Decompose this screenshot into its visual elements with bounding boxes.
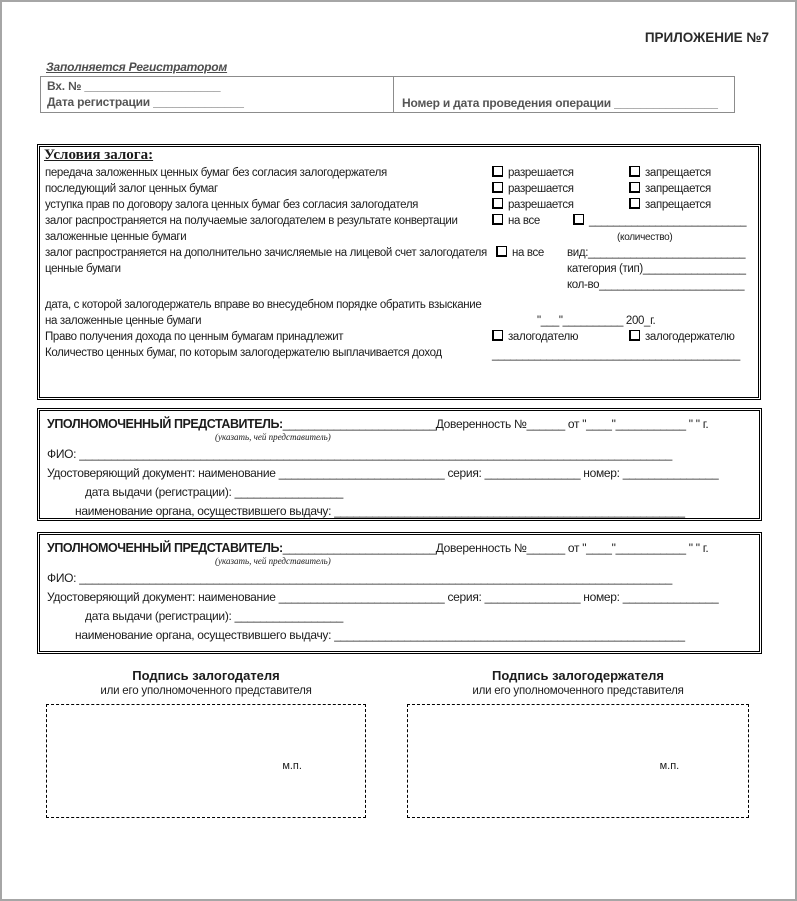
- representative-name-blank[interactable]: ________________________: [282, 417, 436, 431]
- pledgor-seal-label: м.п.: [282, 759, 302, 772]
- income-pledgee-checkbox[interactable]: [629, 330, 640, 341]
- operation-number-field[interactable]: Номер и дата проведения операции ________________: [402, 96, 718, 110]
- id-series-label: серия:: [447, 590, 482, 604]
- fio-label: ФИО:: [47, 571, 77, 585]
- income-pledgee-label: залогодержателю: [645, 331, 735, 343]
- representative-title: УПОЛНОМОЧЕННЫЙ ПРЕДСТАВИТЕЛЬ:: [47, 541, 283, 555]
- power-of-attorney-field[interactable]: Доверенность №______ от "____"___________ " " г.: [435, 417, 709, 431]
- condition-row-income: Право получения дохода по ценным бумагам принадлежит: [45, 331, 344, 343]
- id-number-field[interactable]: _______________: [622, 590, 719, 604]
- issue-date-label: дата выдачи (регистрации):: [85, 485, 232, 499]
- issuing-authority-label: наименование органа, осуществившего выдачу:: [75, 628, 332, 642]
- representative-section-1: [37, 408, 762, 521]
- security-category-field[interactable]: категория (тип)_________________: [567, 263, 746, 275]
- assignment-allowed-checkbox[interactable]: [492, 198, 503, 209]
- issue-date-row: [85, 485, 752, 500]
- subsequent-forbidden-label: запрещается: [645, 183, 711, 195]
- id-document-label: Удостоверяющий документ: наименование: [47, 466, 276, 480]
- subsequent-allowed-label: разрешается: [508, 183, 574, 195]
- conversion-all-checkbox[interactable]: [492, 214, 503, 225]
- registrar-box: [40, 76, 735, 113]
- id-document-row: [47, 466, 752, 481]
- assignment-forbidden-label: запрещается: [645, 199, 711, 211]
- quantity-caption: (количество): [617, 232, 673, 243]
- conversion-all-label: на все: [508, 215, 540, 227]
- additional-all-label: на все: [512, 247, 544, 259]
- representative-title: УПОЛНОМОЧЕННЫЙ ПРЕДСТАВИТЕЛЬ:: [47, 417, 283, 431]
- income-count-blank[interactable]: _________________________________________: [492, 349, 740, 361]
- power-of-attorney-field[interactable]: Доверенность №______ от "____"___________ " " г.: [435, 541, 709, 555]
- id-number-label: номер:: [583, 590, 620, 604]
- id-series-label: серия:: [447, 466, 482, 480]
- pledgor-signature-subtitle: или его уполномоченного представителя: [100, 685, 312, 697]
- id-document-name-field[interactable]: __________________________: [278, 466, 445, 480]
- issuing-authority-label: наименование органа, осуществившего выдачу:: [75, 504, 332, 518]
- pledgee-seal-label: м.п.: [659, 759, 680, 772]
- transfer-allowed-checkbox[interactable]: [492, 166, 503, 177]
- id-document-row: [47, 590, 752, 605]
- pledgee-signature-title: Подпись залогодержателя: [492, 668, 664, 683]
- representative-hint: (указать, чей представитель): [215, 432, 331, 442]
- pledgee-signature-header: [407, 668, 749, 698]
- security-count-field[interactable]: кол-во________________________: [567, 279, 745, 291]
- conversion-all-option: [492, 214, 540, 228]
- condition-row-subsequent: последующий залог ценных бумаг: [45, 183, 218, 195]
- issue-date-label: дата выдачи (регистрации):: [85, 609, 232, 623]
- security-type-field[interactable]: вид:__________________________: [567, 247, 746, 259]
- incoming-number-field[interactable]: Вх. № _____________________: [47, 79, 221, 93]
- page-title: ПРИЛОЖЕНИЕ №7: [644, 30, 769, 45]
- registrar-left-cell: [41, 77, 393, 112]
- fio-field[interactable]: _____________________________________________________________________________________________: [79, 447, 673, 461]
- id-document-name-field[interactable]: __________________________: [278, 590, 445, 604]
- condition-row-additional-cont: ценные бумаги: [45, 263, 121, 275]
- representative-header: [47, 417, 752, 432]
- subsequent-forbidden-option: [629, 182, 711, 196]
- issue-date-row: [85, 609, 752, 624]
- issue-date-field[interactable]: _________________: [234, 485, 343, 499]
- transfer-forbidden-checkbox[interactable]: [629, 166, 640, 177]
- transfer-allowed-label: разрешается: [508, 167, 574, 179]
- condition-row-conversion: залог распространяется на получаемые залогодателем в результате конвертации: [45, 215, 458, 227]
- representative-section-2: [37, 532, 762, 654]
- pledge-conditions-box: [37, 144, 761, 400]
- fio-row: [47, 571, 752, 586]
- issuing-authority-row: [75, 504, 752, 519]
- assignment-allowed-label: разрешается: [508, 199, 574, 211]
- additional-all-checkbox[interactable]: [496, 246, 507, 257]
- id-document-label: Удостоверяющий документ: наименование: [47, 590, 276, 604]
- issuing-authority-row: [75, 628, 752, 643]
- foreclosure-date-field[interactable]: "___"__________ 200_г.: [537, 315, 656, 327]
- income-pledgee-option: [629, 330, 735, 344]
- condition-row-assignment: уступка прав по договору залога ценных бумаг без согласия залогодателя: [45, 199, 419, 211]
- pledgor-signature-header: [46, 668, 366, 698]
- condition-row-foreclosure: дата, с которой залогодержатель вправе во внесудебном порядке обратить взыскание: [45, 299, 482, 311]
- subsequent-allowed-checkbox[interactable]: [492, 182, 503, 193]
- condition-row-foreclosure-cont: на заложенные ценные бумаги: [45, 315, 202, 327]
- condition-row-income-count: Количество ценных бумаг, по которым залогодержателю выплачивается доход: [45, 347, 442, 359]
- pledgee-signature-subtitle: или его уполномоченного представителя: [472, 685, 684, 697]
- representative-header: [47, 541, 752, 556]
- fio-row: [47, 447, 752, 462]
- id-series-field[interactable]: _______________: [484, 590, 581, 604]
- registrar-note: Заполняется Регистратором: [46, 60, 228, 74]
- income-pledgor-option: [492, 330, 578, 344]
- additional-all-option: [496, 246, 544, 260]
- assignment-forbidden-option: [629, 198, 711, 212]
- income-pledgor-label: залогодателю: [508, 331, 579, 343]
- pledgee-signature-area[interactable]: [407, 704, 749, 818]
- registrar-right-cell: [393, 77, 734, 112]
- condition-row-transfer: передача заложенных ценных бумаг без согласия залогодержателя: [45, 167, 387, 179]
- id-number-field[interactable]: _______________: [622, 466, 719, 480]
- conditions-title: Условия залога:: [44, 147, 154, 163]
- id-number-label: номер:: [583, 466, 620, 480]
- transfer-allowed-option: [492, 166, 574, 180]
- subsequent-forbidden-checkbox[interactable]: [629, 182, 640, 193]
- transfer-forbidden-label: запрещается: [645, 167, 711, 179]
- pledgor-signature-title: Подпись залогодателя: [132, 668, 280, 683]
- issuing-authority-field[interactable]: _______________________________________________________: [334, 504, 685, 518]
- fio-field[interactable]: _____________________________________________________________________________________________: [79, 571, 673, 585]
- id-series-field[interactable]: _______________: [484, 466, 581, 480]
- income-pledgor-checkbox[interactable]: [492, 330, 503, 341]
- conversion-quantity-checkbox[interactable]: [573, 214, 584, 225]
- assignment-allowed-option: [492, 198, 574, 212]
- representative-hint: (указать, чей представитель): [215, 556, 331, 566]
- registration-date-field[interactable]: Дата регистрации ______________: [47, 95, 244, 109]
- conversion-quantity-blank[interactable]: __________________________: [589, 215, 747, 227]
- transfer-forbidden-option: [629, 166, 711, 180]
- pledgor-signature-area[interactable]: [46, 704, 366, 818]
- issue-date-field[interactable]: _________________: [234, 609, 343, 623]
- fio-label: ФИО:: [47, 447, 77, 461]
- issuing-authority-field[interactable]: _______________________________________________________: [334, 628, 685, 642]
- conversion-quantity-option: [573, 214, 746, 228]
- condition-row-conversion-cont: заложенные ценные бумаги: [45, 231, 187, 243]
- condition-row-additional: залог распространяется на дополнительно зачисляемые на лицевой счет залогодателя: [45, 247, 487, 259]
- subsequent-allowed-option: [492, 182, 574, 196]
- representative-name-blank[interactable]: ________________________: [282, 541, 436, 555]
- assignment-forbidden-checkbox[interactable]: [629, 198, 640, 209]
